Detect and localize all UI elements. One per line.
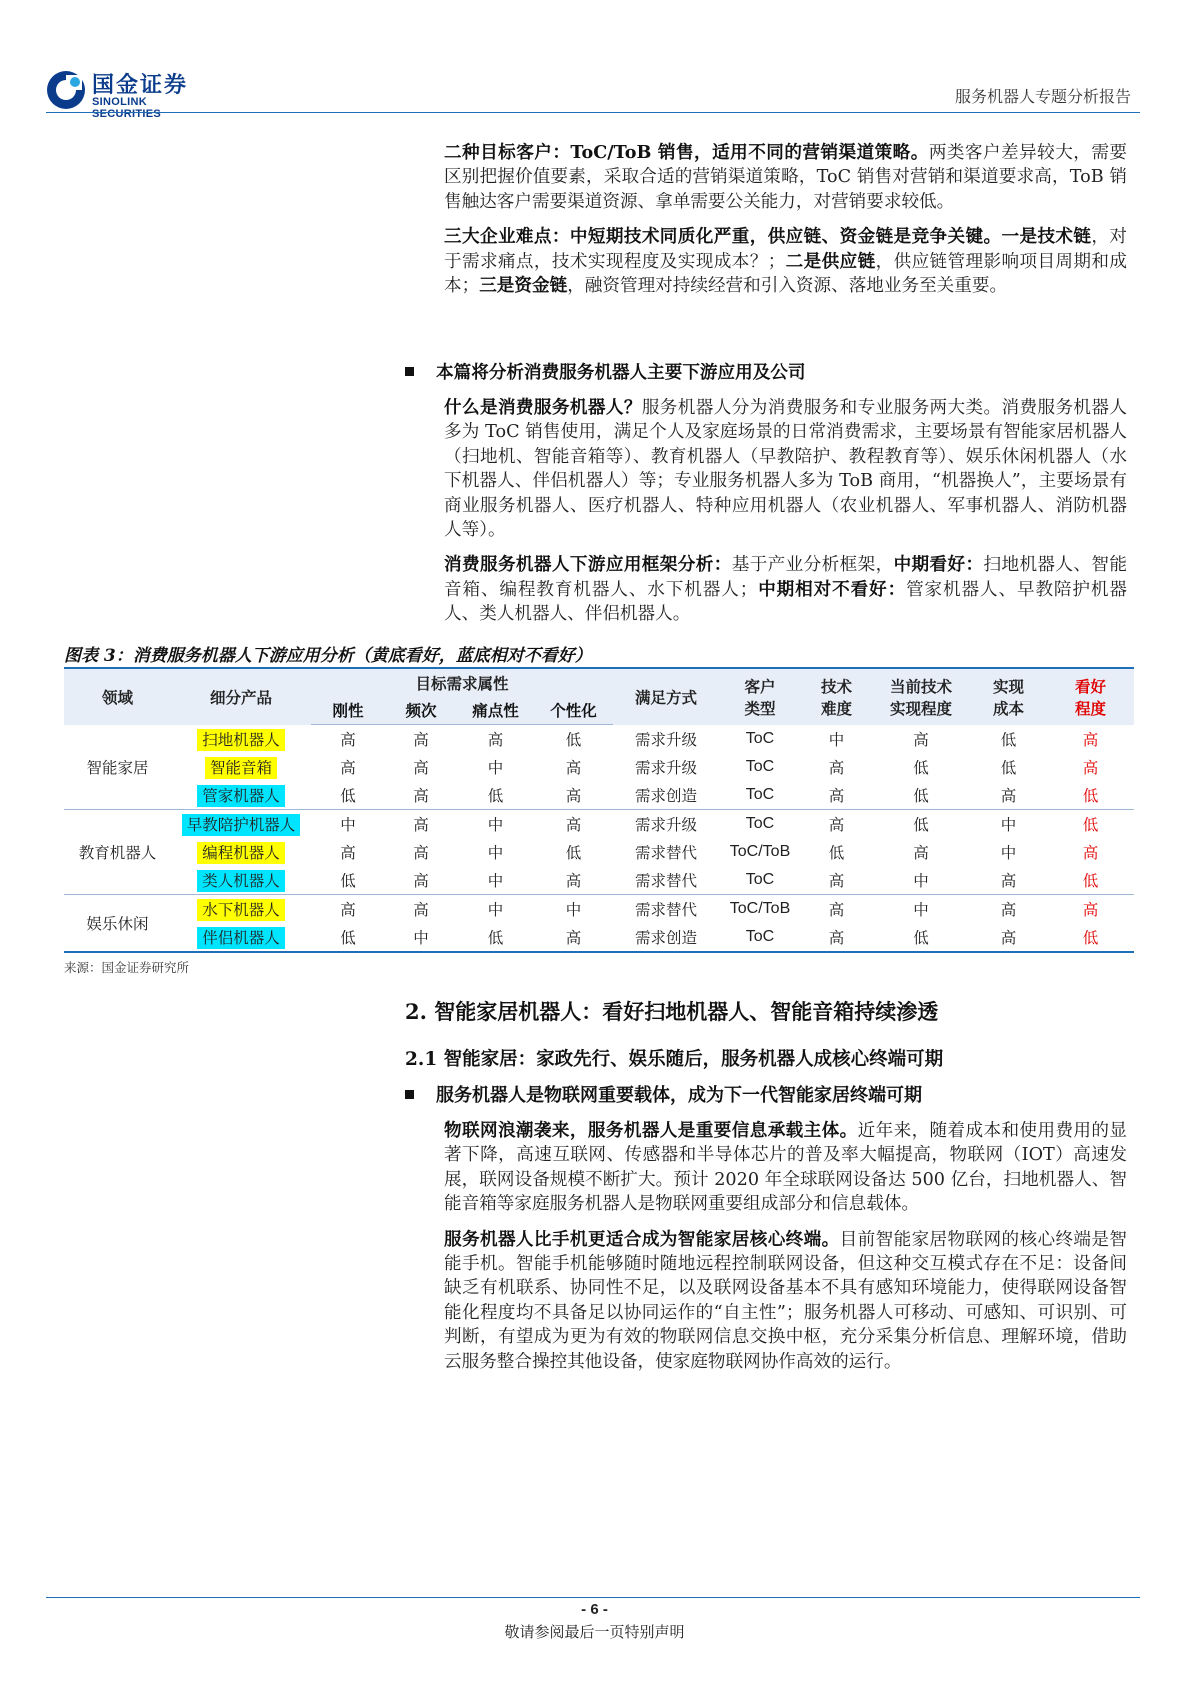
product-label: 编程机器人 — [197, 842, 285, 864]
section-heading: 2. 智能家居机器人：看好扫地机器人、智能音箱持续渗透 — [405, 999, 939, 1024]
product-label: 类人机器人 — [197, 870, 285, 892]
col-header-personal: 个性化 — [534, 697, 613, 725]
tech-cell: 高 — [828, 901, 845, 919]
table-row — [64, 838, 1134, 866]
outlook-cell: 高 — [1082, 844, 1099, 862]
tech-cell: 高 — [801, 923, 872, 952]
product-cell — [171, 895, 311, 924]
col-header-outlook — [1047, 669, 1134, 725]
personal-cell: 高 — [565, 816, 582, 834]
paragraph-body: 管家机器人、早教陪护机器人、类人机器人、伴侣机器人。 — [444, 579, 1127, 625]
cost-cell: 低 — [1000, 759, 1017, 777]
rigid-cell: 高 — [340, 731, 356, 749]
table-row — [64, 895, 1134, 924]
method-cell: 需求替代 — [613, 866, 719, 895]
paragraph-lead: 三大企业难点：中短期技术同质化严重，供应链、资金链是竞争关键。一是技术链 — [444, 226, 1092, 248]
cost-cell: 中 — [1000, 844, 1017, 862]
product-cell — [171, 923, 311, 952]
product-cell — [171, 810, 311, 839]
col-header-customer — [719, 669, 801, 725]
col-header-line: 类型 — [744, 698, 776, 718]
col-header-line: 实现 — [992, 676, 1024, 696]
cost-cell: 高 — [970, 781, 1047, 810]
rigid-cell: 低 — [311, 923, 385, 952]
bullet-text: 服务机器人是物联网重要载体，成为下一代智能家居终端可期 — [436, 1085, 922, 1106]
col-header-line: 客户 — [744, 676, 776, 696]
paragraph-lead: 什么是消费服务机器人？ — [444, 397, 642, 418]
table-row — [64, 725, 1134, 754]
method-cell: 需求创造 — [613, 781, 719, 810]
impl-cell: 低 — [913, 759, 929, 777]
sinolink-logo-icon — [46, 70, 86, 110]
tech-cell: 高 — [828, 816, 845, 834]
pain-cell: 中 — [487, 816, 504, 834]
col-header-target-group: 目标需求属性 — [311, 669, 613, 697]
paragraph-lead: 中期相对不看好： — [757, 578, 907, 600]
personal-cell: 高 — [534, 781, 613, 810]
tech-cell: 中 — [828, 730, 845, 749]
tech-cell: 低 — [828, 844, 845, 862]
product-cell — [171, 725, 311, 754]
paragraph-body: ，对于需求痛点，技术实现程度及实现成本？； — [444, 227, 1127, 272]
product-label: 水下机器人 — [197, 899, 285, 921]
downstream-analysis-table — [64, 669, 1134, 953]
product-cell — [171, 866, 311, 895]
table-header-row — [64, 669, 1134, 697]
paragraph-body: ，融资管理对持续经营和引入资源、落地业务至关重要。 — [567, 276, 1008, 297]
paragraph-lead: 二种目标客户：ToC/ToB 销售，适用不同的营销渠道策略。 — [444, 142, 929, 163]
domain-cell-smart-home: 智能家居 — [64, 725, 171, 810]
col-header-line: 成本 — [992, 698, 1024, 718]
domain-cell-education: 教育机器人 — [64, 810, 171, 895]
impl-cell: 低 — [872, 781, 970, 810]
col-header-method: 满足方式 — [613, 669, 719, 725]
paragraph-core-terminal — [444, 1228, 1127, 1374]
tech-cell: 高 — [828, 759, 845, 777]
customer-cell: ToC — [745, 815, 775, 832]
paragraph-enterprise-difficulties — [444, 225, 1127, 298]
bullet-text: 本篇将分析消费服务机器人主要下游应用及公司 — [436, 362, 806, 383]
product-cell — [171, 838, 311, 866]
rigid-cell: 高 — [340, 844, 356, 862]
paragraph-body: ，供应链管理影响项目周期和成本； — [444, 251, 1127, 297]
col-header-line: 当前技术 — [889, 676, 952, 696]
paragraph-lead: 服务机器人比手机更适合成为智能家居核心终端。 — [444, 1228, 840, 1250]
table-row — [64, 810, 1134, 839]
method-cell: 需求替代 — [634, 901, 697, 919]
rigid-cell: 低 — [311, 781, 385, 810]
personal-cell: 低 — [565, 844, 582, 862]
bullet-heading-iot — [405, 1084, 1135, 1108]
domain-cell-entertainment: 娱乐休闲 — [64, 895, 171, 953]
col-header-line: 技术 — [820, 676, 852, 696]
figure-source: 来源：国金证券研究所 — [64, 960, 190, 975]
outlook-cell: 高 — [1082, 901, 1099, 919]
table-row — [64, 753, 1134, 781]
col-header-cost — [970, 669, 1047, 725]
customer-cell: ToC — [745, 729, 775, 747]
outlook-cell: 低 — [1082, 816, 1099, 834]
cost-cell: 中 — [1000, 816, 1017, 834]
paragraph-body: 目前智能家居物联网的核心终端是智能手机。智能手机能够随时随地远程控制联网设备，但这种交互模式存在不足：设备间缺乏有机联系、协同性不足，以及联网设备基本不具有感知环境能力，使得联网设备智能化程度均不具备足以协同运作的“自主性”；服务机器人可移动、可感知、可识别、可判断，有望成为更为有效的物联网信息交换中枢，充分采集分析信息、理解环境，借助云服务整合操控其他设备，使家庭物联网协作高效的运行。 — [444, 1229, 1127, 1372]
customer-cell: ToC — [745, 758, 775, 775]
paragraph-body: 扫地机器人、智能音箱、编程教育机器人、水下机器人； — [444, 555, 1127, 600]
bullet-square-icon — [405, 367, 414, 376]
table-row — [64, 866, 1134, 895]
paragraph-lead: 物联网浪潮袭来，服务机器人是重要信息承载主体。 — [444, 1120, 858, 1141]
method-cell: 需求替代 — [634, 844, 697, 862]
method-cell: 需求创造 — [613, 923, 719, 952]
method-cell: 需求升级 — [634, 816, 697, 834]
impl-cell: 高 — [913, 844, 929, 862]
paragraph-what-is-consumer-robot — [444, 396, 1127, 542]
pain-cell: 中 — [487, 901, 504, 919]
paragraph-lead: 三是资金链 — [479, 275, 568, 297]
footer-divider — [46, 1597, 1140, 1598]
col-header-pain: 痛点性 — [457, 697, 534, 725]
product-label: 扫地机器人 — [197, 729, 285, 751]
paragraph-iot-wave — [444, 1119, 1127, 1217]
rigid-cell: 中 — [340, 816, 356, 834]
customer-cell: ToC — [719, 923, 801, 952]
cost-cell: 高 — [970, 866, 1047, 895]
paragraph-lead: 二是供应链 — [785, 250, 876, 272]
cost-cell: 高 — [1000, 901, 1017, 919]
method-cell: 需求升级 — [634, 759, 697, 777]
customer-cell: ToC/ToB — [729, 900, 791, 917]
outlook-cell: 高 — [1082, 759, 1099, 777]
col-header-line: 实现程度 — [889, 698, 952, 718]
table-row — [64, 781, 1134, 810]
impl-cell: 中 — [872, 866, 970, 895]
outlook-cell: 低 — [1047, 923, 1134, 952]
bullet-square-icon — [405, 1090, 414, 1099]
pain-cell: 中 — [487, 759, 504, 777]
personal-cell: 高 — [534, 923, 613, 952]
disclaimer-note: 敬请参阅最后一页特别声明 — [504, 1623, 685, 1641]
intro-text-block — [444, 141, 1127, 309]
cost-cell: 低 — [1000, 730, 1017, 749]
frequency-cell: 高 — [385, 781, 457, 810]
personal-cell: 高 — [534, 866, 613, 895]
rigid-cell: 高 — [340, 901, 356, 919]
outlook-cell: 低 — [1047, 781, 1134, 810]
page-number: - 6 - — [581, 1601, 608, 1618]
rigid-cell: 高 — [340, 759, 356, 777]
frequency-cell: 高 — [413, 759, 429, 777]
col-header-frequency: 频次 — [385, 697, 457, 725]
impl-cell: 高 — [913, 730, 929, 749]
table-row — [64, 923, 1134, 952]
header-divider — [46, 112, 1140, 113]
col-header-rigid: 刚性 — [311, 697, 385, 725]
col-header-domain: 领域 — [64, 669, 171, 725]
method-cell: 需求升级 — [634, 730, 697, 749]
paragraph-lead: 中期看好： — [893, 554, 984, 576]
subsection-heading: 2.1 智能家居：家政先行、娱乐随后，服务机器人成核心终端可期 — [405, 1049, 944, 1070]
frequency-cell: 高 — [413, 901, 429, 919]
col-header-tech — [801, 669, 872, 725]
tech-cell: 高 — [801, 866, 872, 895]
product-cell — [171, 781, 311, 810]
product-label: 伴侣机器人 — [197, 927, 285, 949]
col-header-product: 细分产品 — [171, 669, 311, 725]
col-header-line: 看好 — [1074, 676, 1106, 696]
customer-cell: ToC — [719, 866, 801, 895]
figure-title: 图表 3：消费服务机器人下游应用分析（黄底看好，蓝底相对不看好） — [64, 646, 592, 666]
personal-cell: 中 — [565, 901, 582, 919]
rigid-cell: 低 — [311, 866, 385, 895]
consumer-robot-text-block — [444, 396, 1127, 638]
bullet-heading-analysis — [405, 361, 1135, 385]
iot-text-block — [444, 1119, 1127, 1385]
frequency-cell: 高 — [385, 866, 457, 895]
product-label: 早教陪护机器人 — [182, 814, 301, 836]
cost-cell: 高 — [970, 923, 1047, 952]
pain-cell: 中 — [457, 866, 534, 895]
customer-cell: ToC/ToB — [729, 843, 791, 860]
paragraph-framework-analysis — [444, 553, 1127, 626]
pain-cell: 高 — [487, 731, 504, 749]
col-header-line: 难度 — [820, 698, 852, 718]
frequency-cell: 中 — [385, 923, 457, 952]
paragraph-body: 基于产业分析框架， — [731, 555, 894, 576]
tech-cell: 高 — [801, 781, 872, 810]
product-label: 智能音箱 — [205, 757, 277, 779]
logo-english-name: SINOLINK SECURITIES — [92, 96, 162, 120]
customer-cell: ToC — [719, 781, 801, 810]
logo-chinese-name: 国金证券 — [92, 73, 189, 98]
product-label: 管家机器人 — [197, 785, 285, 807]
paragraph-target-customers — [444, 141, 1127, 214]
pain-cell: 低 — [457, 781, 534, 810]
outlook-cell: 低 — [1047, 866, 1134, 895]
pain-cell: 低 — [457, 923, 534, 952]
company-logo — [46, 66, 216, 120]
report-title: 服务机器人专题分析报告 — [954, 87, 1131, 106]
pain-cell: 中 — [487, 844, 504, 862]
product-cell — [171, 753, 311, 781]
outlook-cell: 高 — [1082, 730, 1099, 749]
personal-cell: 高 — [565, 759, 582, 777]
paragraph-body: 近年来，随着成本和使用费用的显著下降，高速互联网、传感器和半导体芯片的普及率大幅提高，物联网（IOT）高速发展，联网设备规模不断扩大。预计 2020 年全球联网设备达 500 亿台，扫地机器人、智能音箱等家庭服务机器人是物联网重要组成部分和信息载体。 — [444, 1121, 1127, 1215]
col-header-impl — [872, 669, 970, 725]
impl-cell: 低 — [872, 923, 970, 952]
paragraph-body: 两类客户差异较大，需要区别把握价值要素，采取合适的营销渠道策略，ToC 销售对营销和渠道要求高，ToB 销售触达客户需要渠道资源、拿单需要公关能力，对营销要求较低。 — [444, 143, 1127, 212]
frequency-cell: 高 — [413, 816, 429, 834]
paragraph-lead: 消费服务机器人下游应用框架分析： — [444, 554, 732, 576]
frequency-cell: 高 — [413, 731, 429, 749]
personal-cell: 低 — [565, 731, 582, 749]
col-header-line: 程度 — [1074, 698, 1106, 718]
table-body — [64, 725, 1134, 953]
frequency-cell: 高 — [413, 844, 429, 862]
paragraph-body: 服务机器人分为消费服务和专业服务两大类。消费服务机器人多为 ToC 销售使用，满足个人及家庭场景的日常消费需求，主要场景有智能家居机器人（扫地机、智能音箱等）、教育机器人（早教陪护、教程教育等）、娱乐休闲机器人（水下机器人、伴侣机器人）等；专业服务机器人多为 ToB 商用，“机器换人”，主要场景有商业服务机器人、医疗机器人、特种应用机器人（农业机器人、军事机器人、消防机器人等）。 — [444, 398, 1127, 541]
impl-cell: 中 — [913, 901, 929, 919]
impl-cell: 低 — [913, 816, 929, 834]
